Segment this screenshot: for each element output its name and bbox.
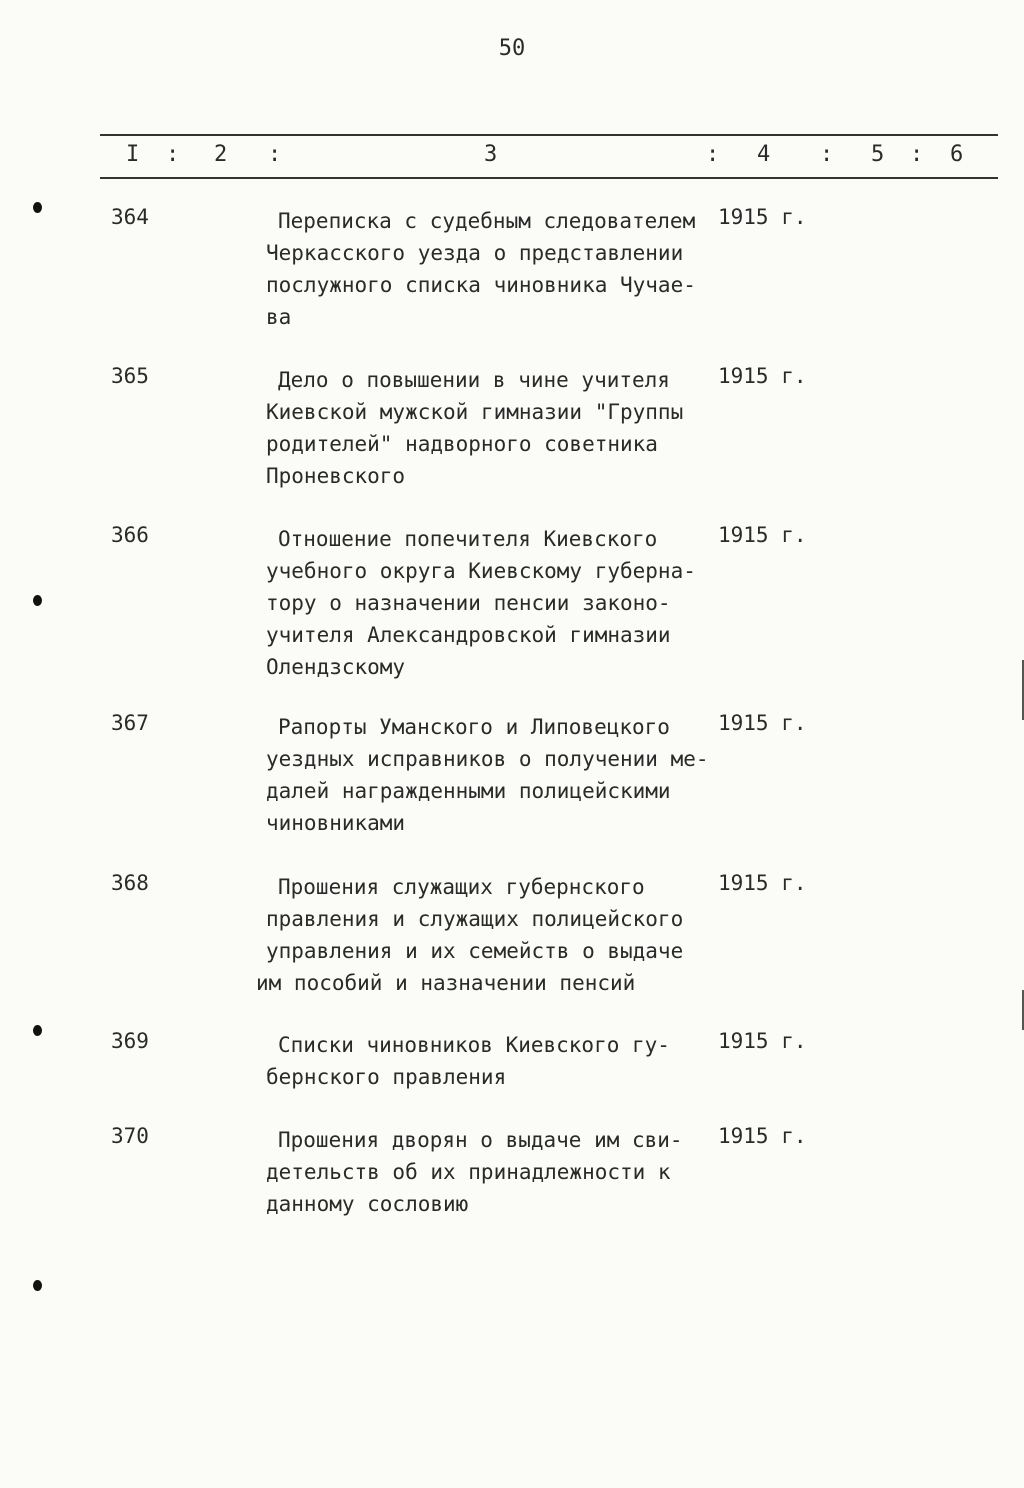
header-col-1: I	[126, 142, 140, 167]
row-title-line: Прошения служащих губернского	[278, 875, 645, 899]
row-title-line: им пособий и назначении пенсий	[256, 971, 636, 995]
table-header-bottom-rule	[100, 177, 998, 179]
row-number: 370	[111, 1124, 149, 1148]
row-title-line: детельств об их принадлежности к	[266, 1160, 671, 1184]
table-header	[0, 142, 1024, 172]
header-col-3: 3	[484, 142, 498, 167]
row-title-line: чиновниками	[266, 811, 406, 835]
row-title-line: Киевской мужской гимназии "Группы	[266, 400, 684, 424]
row-title-line: Переписка с судебным следователем	[278, 209, 696, 233]
header-separator: :	[166, 142, 180, 167]
row-title-line: далей награжденными полицейскими	[266, 779, 671, 803]
header-col-6: 6	[950, 142, 964, 167]
row-date: 1915 г.	[718, 364, 807, 388]
row-title-line: ва	[266, 305, 292, 329]
row-title	[266, 205, 716, 333]
punch-hole	[33, 1025, 42, 1036]
header-col-4: 4	[757, 142, 771, 167]
header-separator: :	[820, 142, 834, 167]
punch-hole	[33, 202, 42, 213]
row-title-line: родителей" надворного советника	[266, 432, 658, 456]
table-header-top-rule	[100, 134, 998, 136]
row-title-line: Олендзскому	[266, 655, 406, 679]
row-title-line: Проневского	[266, 464, 406, 488]
row-title-line: Списки чиновников Киевского гу-	[278, 1033, 670, 1057]
row-title-line: уездных исправников о получении ме-	[266, 747, 709, 771]
header-col-5: 5	[871, 142, 885, 167]
row-title-line: управления и их семейств о выдаче	[266, 939, 684, 963]
row-number: 368	[111, 871, 149, 895]
row-title-line: бернского правления	[266, 1065, 507, 1089]
row-title	[266, 364, 716, 492]
row-title	[256, 871, 716, 999]
row-date: 1915 г.	[718, 871, 807, 895]
row-title-line: тору о назначении пенсии законо-	[266, 591, 671, 615]
row-title-line: Черкасского уезда о представлении	[266, 241, 684, 265]
row-title-line: учителя Александровской гимназии	[266, 623, 671, 647]
header-separator: :	[910, 142, 924, 167]
row-title-line: послужного списка чиновника Чучае-	[266, 273, 696, 297]
row-title-line: Рапорты Уманского и Липовецкого	[278, 715, 670, 739]
page-number: 50	[498, 36, 526, 61]
row-number: 364	[111, 205, 149, 229]
row-title-line: Отношение попечителя Киевского	[278, 527, 658, 551]
row-title	[266, 523, 716, 683]
header-separator: :	[268, 142, 282, 167]
row-title-line: Дело о повышении в чине учителя	[278, 368, 670, 392]
punch-hole	[33, 595, 42, 606]
row-title	[266, 1124, 716, 1220]
row-date: 1915 г.	[718, 1124, 807, 1148]
row-date: 1915 г.	[718, 523, 807, 547]
row-number: 366	[111, 523, 149, 547]
row-title	[266, 1029, 716, 1093]
row-number: 369	[111, 1029, 149, 1053]
row-date: 1915 г.	[718, 205, 807, 229]
row-title-line: Прошения дворян о выдаче им сви-	[278, 1128, 683, 1152]
row-date: 1915 г.	[718, 1029, 807, 1053]
row-date: 1915 г.	[718, 711, 807, 735]
row-number: 367	[111, 711, 149, 735]
row-title-line: правления и служащих полицейского	[266, 907, 684, 931]
row-title-line: учебного округа Киевскому губерна-	[266, 559, 696, 583]
row-title-line: данному сословию	[266, 1192, 469, 1216]
punch-hole	[33, 1280, 42, 1291]
row-title	[266, 711, 716, 839]
row-number: 365	[111, 364, 149, 388]
header-col-2: 2	[214, 142, 228, 167]
header-separator: :	[706, 142, 720, 167]
